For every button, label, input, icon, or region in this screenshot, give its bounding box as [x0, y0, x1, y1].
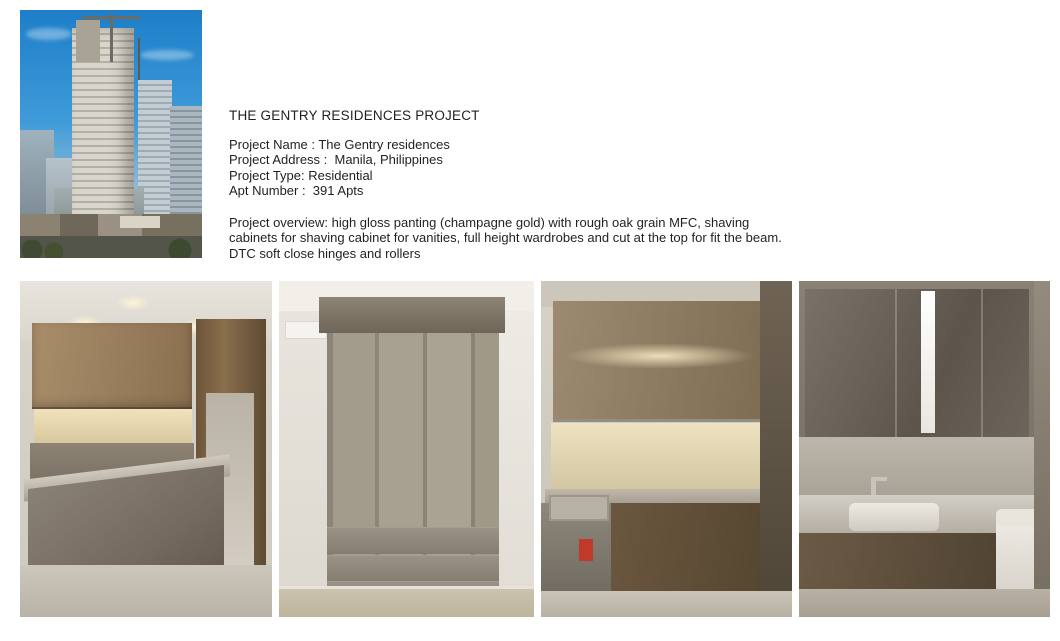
red-label-sticker — [579, 539, 593, 561]
side-wall — [1034, 281, 1050, 617]
overview-line-1: Project overview: high gloss panting (champagne gold) with rough oak grain MFC, shaving — [229, 214, 750, 230]
backsplash-lighting — [551, 423, 763, 497]
cabinet-shadow-line — [553, 419, 769, 422]
wash-basin — [849, 503, 939, 531]
backsplash-lighting — [34, 409, 192, 443]
tower-core — [76, 20, 100, 62]
kitchen-with-island-photo — [20, 281, 272, 617]
crane-jib — [82, 16, 140, 19]
page-title: THE GENTRY RESIDENCES PROJECT — [229, 108, 480, 123]
cloud-shape — [26, 28, 72, 40]
wall-return-panel — [760, 281, 792, 617]
billboard-shape — [120, 216, 160, 228]
wardrobe-drawer — [327, 555, 499, 582]
l-shaped-kitchen-photo — [541, 281, 792, 617]
kitchen-sink — [549, 495, 609, 521]
base-cabinets-right — [611, 503, 771, 599]
vertical-light-strip — [921, 291, 935, 433]
floor-surface — [20, 565, 272, 617]
mirror-joint-line — [895, 289, 897, 437]
project-overview-block — [229, 215, 829, 262]
bathroom-vanity-photo — [799, 281, 1050, 617]
project-photo-gallery — [20, 281, 1050, 617]
project-header-section — [0, 0, 1060, 272]
construction-tower-photo — [20, 10, 202, 258]
ceiling-light-glow — [565, 343, 755, 369]
tree-line — [20, 236, 202, 258]
overview-line-2: cabinets for shaving cabinet for vanities, full height wardrobes and cut at the top for fit the beam. — [229, 230, 782, 246]
floor-surface — [279, 589, 533, 617]
full-height-wardrobe-photo — [279, 281, 533, 617]
project-info-block — [229, 108, 849, 261]
apt-number-line: Apt Number : 391 Apts — [229, 183, 364, 199]
floor-surface — [541, 591, 792, 617]
cloud-shape — [140, 50, 194, 60]
shaving-cabinet-mirror — [805, 289, 1029, 437]
vanity-unit — [799, 533, 1011, 593]
wardrobe-drawer — [327, 527, 499, 554]
crane-icon — [110, 14, 113, 62]
mirror-joint-line — [981, 289, 983, 437]
overview-line-3: DTC soft close hinges and rollers — [229, 245, 421, 261]
crane-icon — [138, 38, 140, 80]
project-name-line: Project Name : The Gentry residences — [229, 137, 450, 152]
bulkhead-cut-for-beam — [319, 297, 505, 333]
floor-surface — [799, 589, 1050, 617]
project-type-line: Project Type: Residential — [229, 167, 373, 183]
upper-cabinets — [32, 323, 192, 409]
downlight-icon — [116, 295, 150, 311]
project-address-line: Project Address : Manila, Philippines — [229, 152, 443, 168]
